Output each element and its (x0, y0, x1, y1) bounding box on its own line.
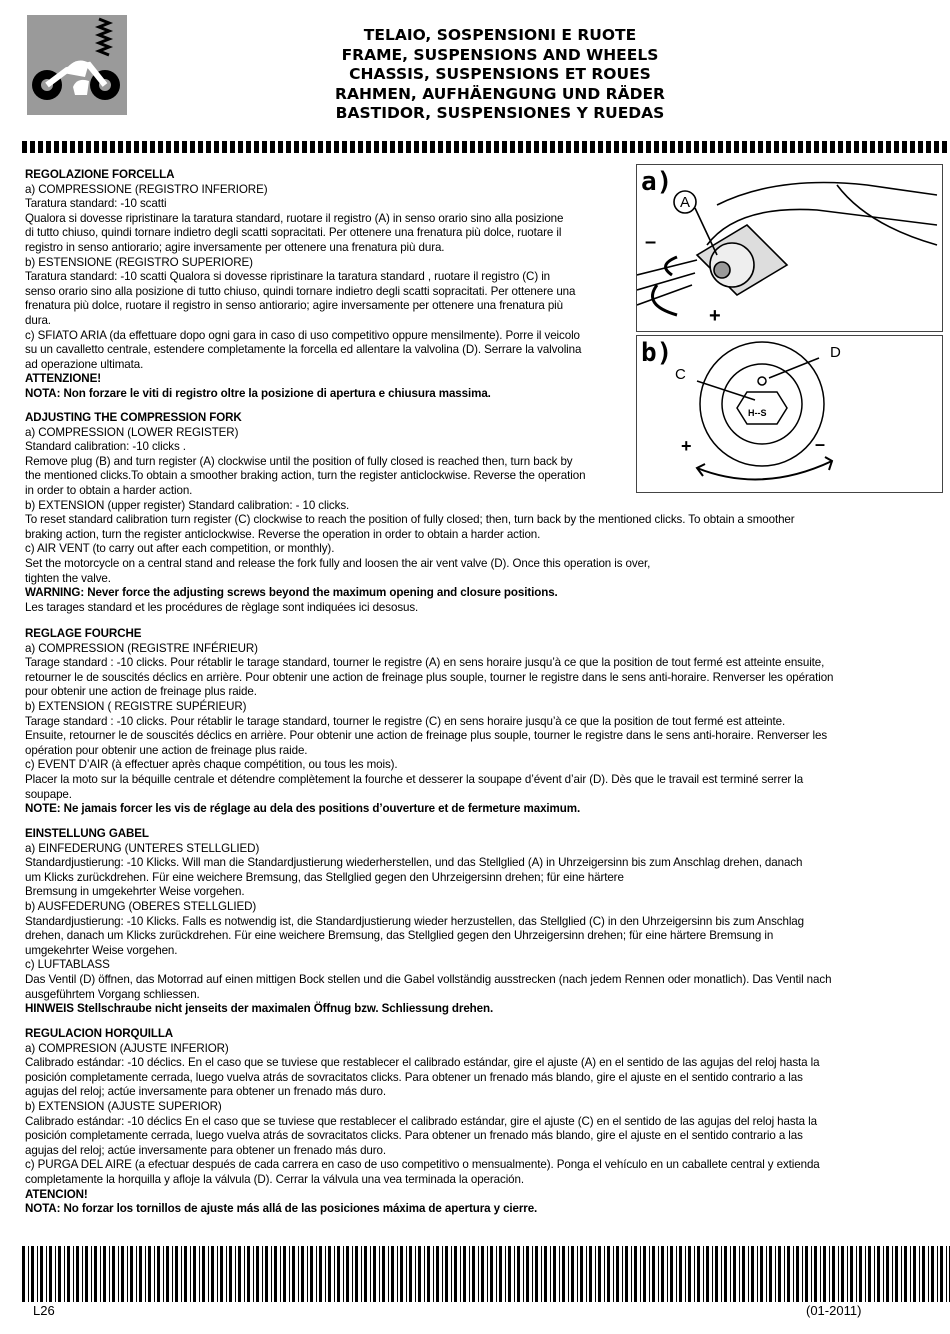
title-it: TELAIO, SOSPENSIONI E RUOTE (363, 26, 637, 44)
text-line: a) COMPRESSION (LOWER REGISTER) (25, 425, 239, 439)
text-line: senso orario sino alla posizione di tutto chiuso, quindi tornare indietro degli scatti sopracitati. Per ottenere una (25, 284, 576, 298)
text-line: a) COMPRESION (AJUSTE INFERIOR) (25, 1041, 229, 1055)
fork-compression-illustration (637, 165, 942, 331)
plus-sign-a: + (709, 305, 721, 327)
page-number: L26 (33, 1303, 55, 1318)
text-line: posición completamente cerrada, luego vuelva atrás de sovracitatos clicks. Para obtener un frenado más blando, gire el ajuste en el sentido contrario a las (25, 1070, 803, 1084)
text-line: the mentioned clicks.To obtain a smoother braking action, turn the register anticlockwise. Reverse the operation (25, 469, 586, 483)
text-line: pour obtenir une action de freinage plus raide. (25, 685, 257, 699)
motorcycle-suspension-icon (27, 15, 127, 115)
note-de: HINWEIS Stellschraube nicht jenseits der maximalen Öffnug bzw. Schliessung drehen. (25, 1002, 494, 1016)
text-line: Standard calibration: -10 clicks . (25, 440, 186, 454)
section-german (25, 827, 905, 1017)
note-it: NOTA: Non forzare le viti di registro oltre la posizione di apertura e chiusura massima. (25, 386, 491, 400)
text-line: Bremsung in umgekehrter Weise vorgehen. (25, 885, 245, 899)
text-line: ad operazione ultimata. (25, 357, 144, 371)
text-line: Das Ventil (D) öffnen, das Motorrad auf einen mittigen Bock stellen und die Gabel vollständig ausstrecken (nach jedem Rennen oder monatlich). Das Ventil nach (25, 972, 832, 986)
note-fr: NOTE: Ne jamais forcer les vis de réglage au dela des positions d’ouverture et de fermeture maximum. (25, 802, 581, 816)
section-english (25, 411, 905, 615)
heading-en: ADJUSTING THE COMPRESSION FORK (25, 411, 242, 424)
text-line: Ensuite, retourner le de souscités déclics en arrière. Pour obtenir une action de freinage plus souple, tourner le registre dans le sens anti-horaire. Renverser les (25, 729, 828, 743)
text-line: Placer la moto sur la béquille centrale et détendre complètement la fourche et desserer la soupape d’évent d’air (D). Dès que le travail est terminé serrer la (25, 772, 804, 786)
hs-marking: H--S (748, 408, 767, 418)
text-line: To reset standard calibration turn register (C) clockwise to reach the position of fully closed; then, turn back by the mentioned clicks. To obtain a smoother (25, 513, 795, 527)
text-line: a) EINFEDERUNG (UNTERES STELLGLIED) (25, 841, 260, 855)
text-line: agujas del reloj; actúe inversamente para obtener un frenado más duro. (25, 1085, 387, 1099)
heading-fr: REGLAGE FOURCHE (25, 627, 142, 640)
text-line: Standardjustierung: -10 Klicks. Will man die Standardjustierung wiederherstellen, und das Stellglied (A) in Uhrzeigersinn bis zum Anschlag drehen, danach (25, 856, 803, 870)
text-line: c) EVENT D’AIR (à effectuer après chaque compétition, ou tous les mois). (25, 758, 398, 772)
text-line: agujas del reloj; actúe inversamente para obtener un frenado más duro. (25, 1143, 387, 1157)
text-line: Taratura standard: -10 scatti Qualora si dovesse ripristinare la taratura standard , ruotare il registro (C) in (25, 270, 551, 284)
text-line: c) AIR VENT (to carry out after each competition, or monthly). (25, 542, 335, 556)
minus-sign-b: – (815, 434, 826, 454)
text-line: Qualora si dovesse ripristinare la taratura standard, ruotare il registro (A) in senso orario sino alla posizione (25, 211, 564, 225)
text-line: b) AUSFEDERUNG (OBERES STELLGLIED) (25, 899, 257, 913)
text-line: Remove plug (B) and turn register (A) clockwise until the position of fully closed is reached then, turn back by (25, 454, 573, 468)
heading-it: REGOLAZIONE FORCELLA (25, 168, 175, 181)
text-line: a) COMPRESSIONE (REGISTRO INFERIORE) (25, 182, 268, 196)
text-line: braking action, turn the register anticlockwise. Reverse the operation in order to obtain a harder action. (25, 527, 541, 541)
text-line: Standardjustierung: -10 Klicks. Falls es notwendig ist, die Standardjustierung wieder herzustellen, das Stellglied (C) in den Uhrzeigersinn bis zum Anschlag (25, 914, 804, 928)
text-line: su un cavalletto centrale, estendere completamente la forcella ed allentare la valvolina (D). Serrare la valvolina (25, 343, 582, 357)
chapter-logo (27, 15, 127, 115)
callout-c: C (675, 366, 686, 383)
minus-sign-a: – (645, 231, 657, 253)
text-line: a) COMPRESSION (REGISTRE INFÉRIEUR) (25, 641, 258, 655)
plus-sign-b: + (681, 436, 692, 456)
text-line: dura. (25, 313, 51, 327)
text-line: drehen, danach um Klicks zurückdrehen. Für eine weichere Bremsung, das Stellglied gegen den Uhrzeigersinn drehen; für eine härtere Bremsung in (25, 929, 774, 943)
text-line: Set the motorcycle on a central stand and release the fork fully and loosen the air vent valve (D). Once this operation is over, (25, 556, 651, 570)
text-line: registro in senso antiorario; agire inversamente per ottenere una frenatura più dura. (25, 240, 445, 254)
text-line: b) EXTENSION ( REGISTRE SUPÉRIEUR) (25, 699, 247, 713)
warning-it: ATTENZIONE! (25, 372, 101, 386)
text-line: completamente la horquilla y afloje la válvula (D). Cerrar la válvula una vea terminada la operación. (25, 1172, 524, 1186)
callout-d: D (830, 344, 841, 361)
text-line: tighten the valve. (25, 571, 111, 585)
title-de: RAHMEN, AUFHÄENGUNG UND RÄDER (335, 84, 665, 103)
title-en: FRAME, SUSPENSIONS AND WHEELS (341, 45, 659, 64)
top-stripe-bar (22, 141, 950, 153)
text-line: soupape. (25, 787, 72, 801)
figure-a (636, 164, 943, 332)
bottom-barcode-bar (22, 1246, 950, 1302)
text-line: Calibrado estándar: -10 déclics En el caso que se tuviese que restablecer el calibrado estándar, gire el ajuste (C) en el sentido de las agujas del reloj hasta la (25, 1114, 817, 1128)
text-line: c) LUFTABLASS (25, 958, 110, 972)
heading-es: REGULACION HORQUILLA (25, 1027, 174, 1040)
chapter-titles (220, 26, 780, 124)
text-line: Les tarages standard et les procédures de règlage sont indiquées ici desosus. (25, 600, 419, 614)
section-spanish (25, 1027, 905, 1217)
text-line: b) EXTENSION (AJUSTE SUPERIOR) (25, 1099, 222, 1113)
text-line: ausgeführtem Vorgang schliessen. (25, 987, 200, 1001)
text-line: retourner le de souscités déclics en arrière. Pour obtenir une action de freinage plus souple, tourner le registre dans le sens anti-horaire. Renverser les opération (25, 670, 834, 684)
text-line: b) EXTENSION (upper register) Standard calibration: - 10 clicks. (25, 498, 350, 512)
text-line: Taratura standard: -10 scatti (25, 197, 167, 211)
heading-de: EINSTELLUNG GABEL (25, 827, 149, 840)
text-line: c) SFIATO ARIA (da effettuare dopo ogni gara in caso di uso competitivo oppure mensilmente). Porre il veicolo (25, 328, 580, 342)
text-line: opération pour obtenir une action de freinage plus raide. (25, 743, 308, 757)
warning-es: ATENCION! (25, 1187, 88, 1201)
warning-en: WARNING: Never force the adjusting screws beyond the maximum opening and closure positions. (25, 586, 558, 600)
section-italian (25, 168, 620, 402)
text-line: c) PURGA DEL AIRE (a efectuar después de cada carrera en caso de uso competitivo o mensualmente). Ponga el vehículo en un caballete central y extienda (25, 1158, 820, 1172)
section-french (25, 627, 905, 817)
figure-a-label: a) (641, 167, 673, 197)
text-line: di tutto chiuso, quindi tornare indietro degli scatti sopracitati. Per ottenere una frenatura più dolce, ruotare il (25, 226, 562, 240)
text-line: b) ESTENSIONE (REGISTRO SUPERIORE) (25, 255, 253, 269)
text-line: frenatura più dolce, ruotare il registro in senso antiorario; agire inversamente per ottenere una frenatura più (25, 299, 563, 313)
text-line: Tarage standard : -10 clicks. Pour rétablir le tarage standard, tourner le registre (C) en sens horaire jusqu’à ce que la position de tout fermé est atteinte. (25, 714, 786, 728)
text-line: posición completamente cerrada, luego vuelva atrás de sovracitatos clicks. Para obtener un frenado más blando, gire el ajuste en el sentido contrario a las (25, 1129, 803, 1143)
text-line: umgekehrter Weise vorgehen. (25, 943, 178, 957)
title-es: BASTIDOR, SUSPENSIONES Y RUEDAS (335, 104, 665, 122)
text-line: Calibrado estándar: -10 déclics. En el caso que se tuviese que restablecer el calibrado estándar, gire el ajuste (A) en el sentido de las agujas del reloj hasta la (25, 1056, 820, 1070)
figure-b-label: b) (641, 338, 673, 368)
title-fr: CHASSIS, SUSPENSIONS ET ROUES (349, 65, 651, 83)
text-line: um Klicks zurückdrehen. Für eine weichere Bremsung, das Stellglied gegen den Uhrzeigersinn drehen; für eine härtere (25, 870, 624, 884)
note-es: NOTA: No forzar los tornillos de ajuste más allá de las posiciones máxima de apertura y cierre. (25, 1202, 538, 1216)
callout-a: A (680, 194, 691, 211)
text-line: Tarage standard : -10 clicks. Pour rétablir le tarage standard, tourner le registre (A) en sens horaire jusqu’à ce que la position de tout fermé est atteinte ensuite, (25, 656, 825, 670)
edition-date: (01-2011) (806, 1303, 862, 1318)
text-line: in order to obtain a harder action. (25, 483, 193, 497)
